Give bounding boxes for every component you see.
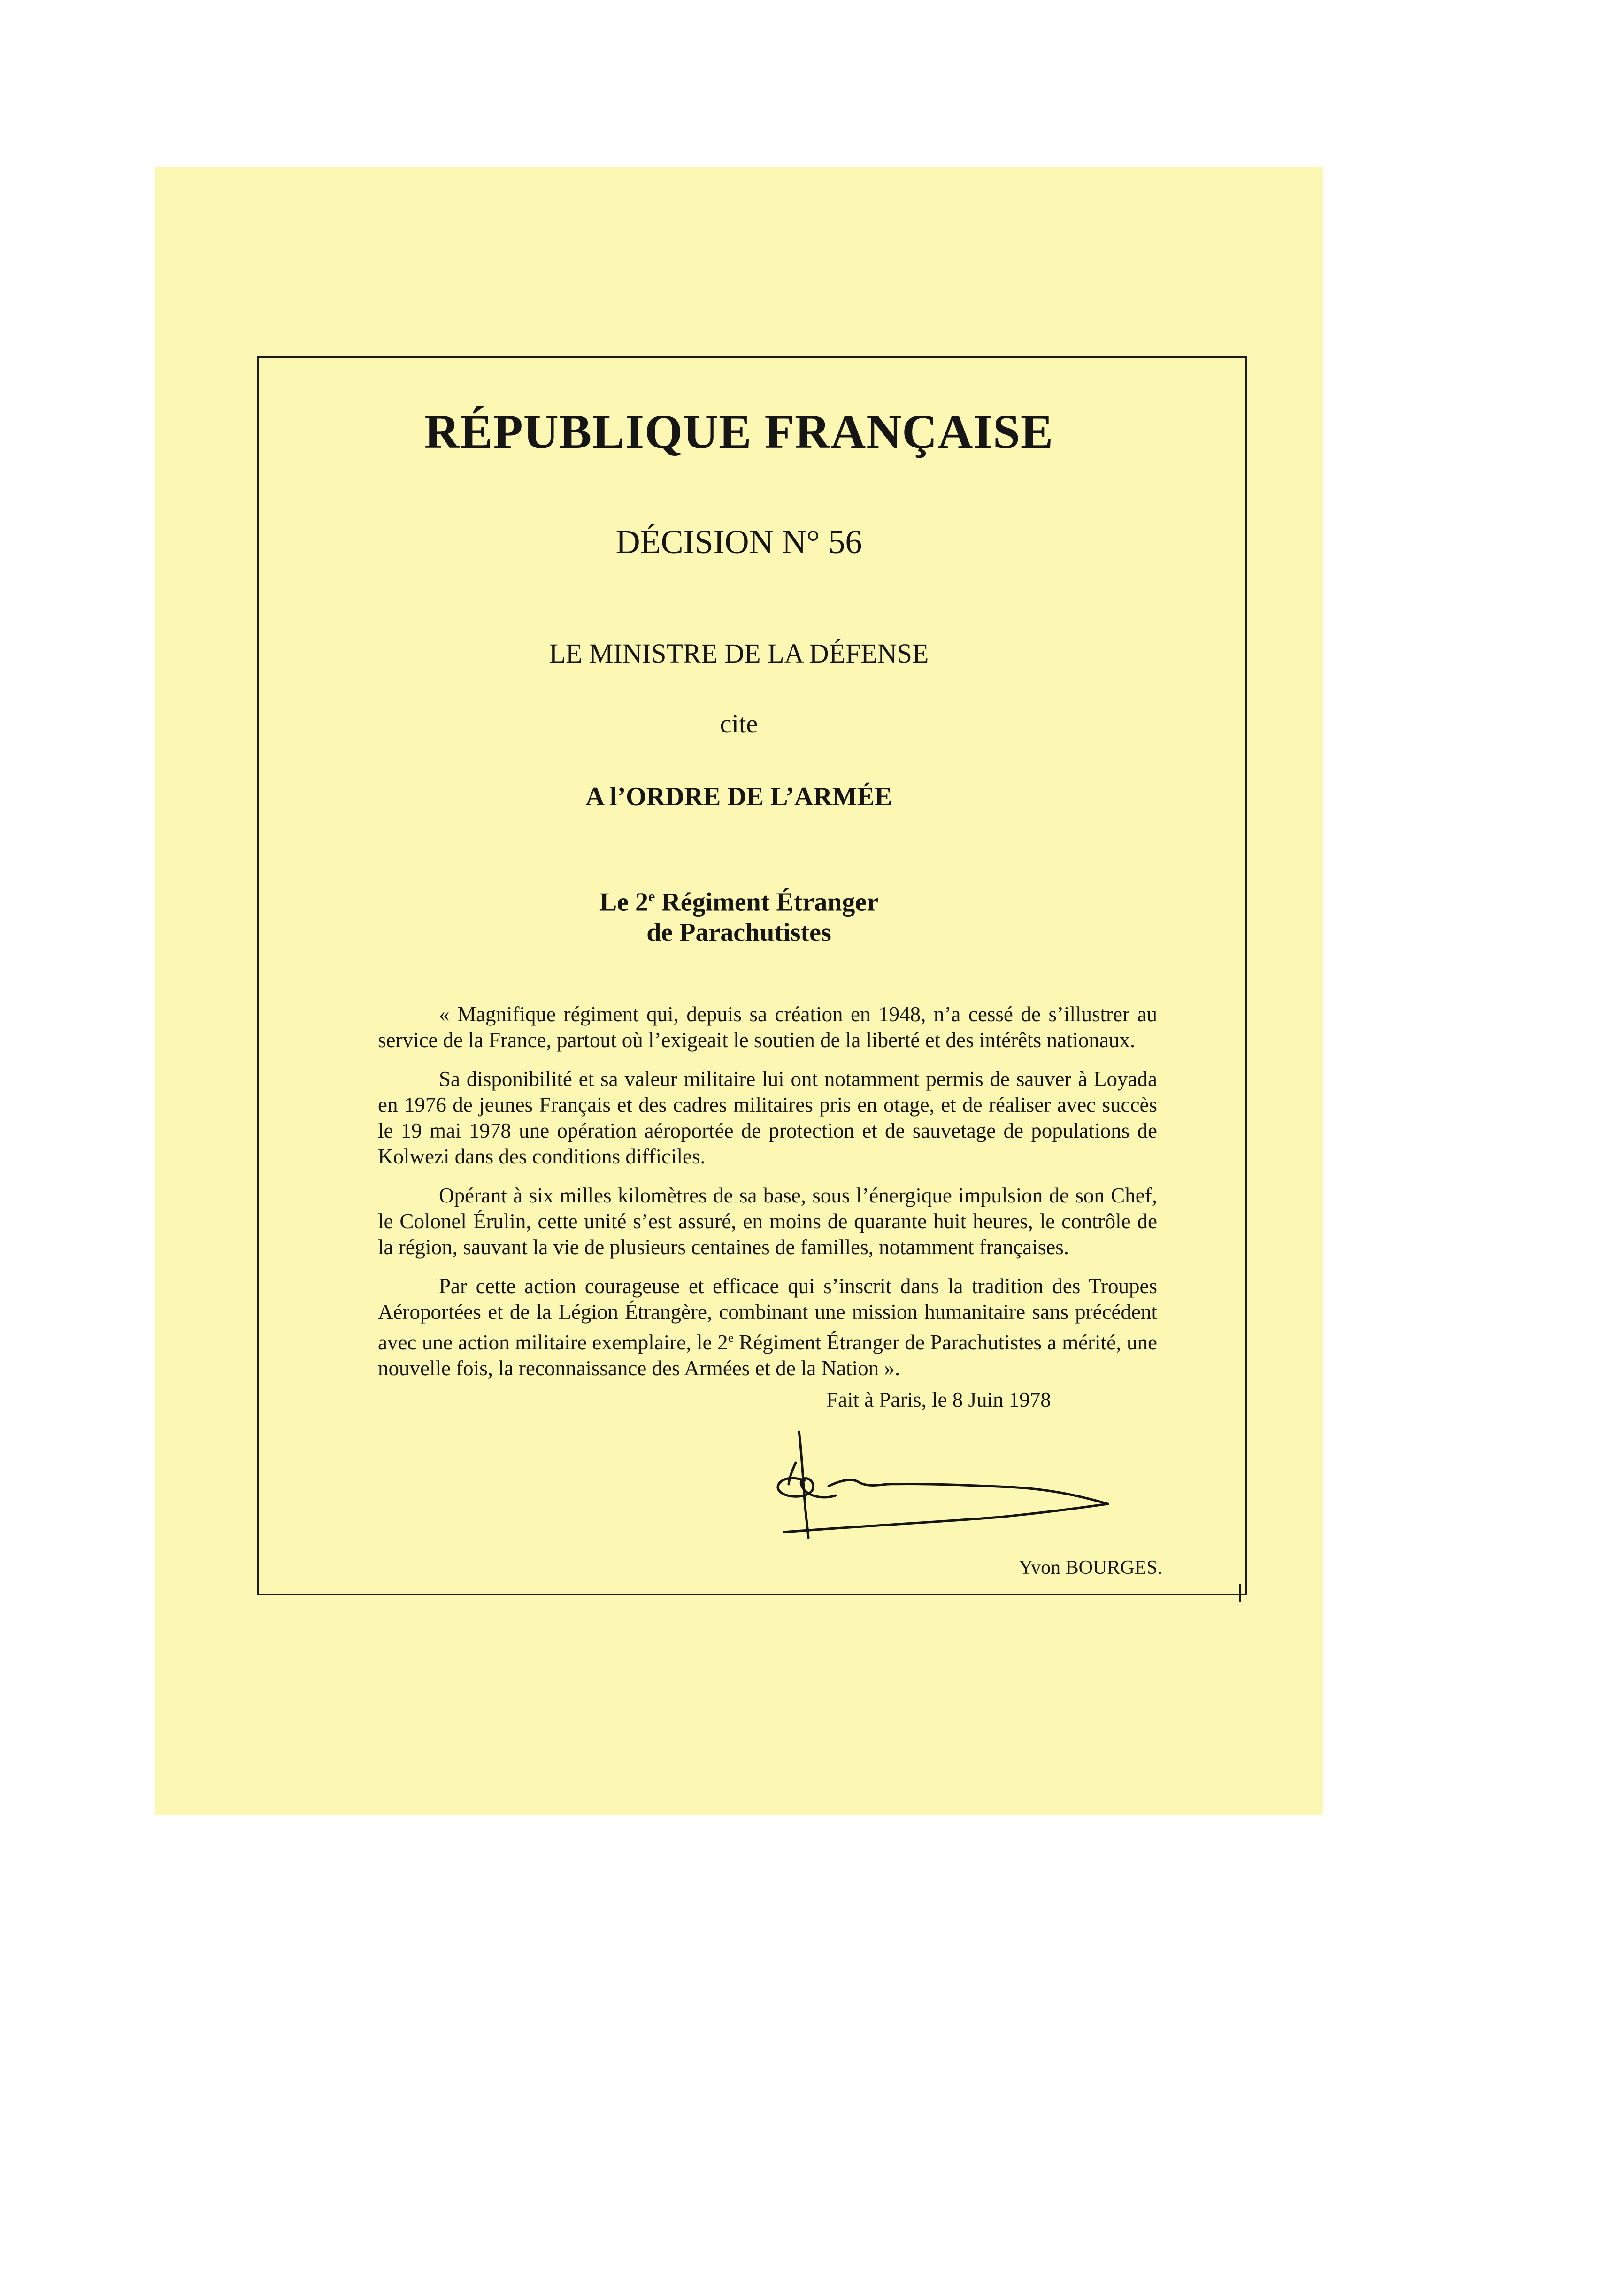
document-heading: RÉPUBLIQUE FRANÇAISE — [424, 405, 1054, 459]
decision-number: DÉCISION N° 56 — [615, 523, 862, 561]
unit-name — [155, 881, 1323, 948]
issuer-title: LE MINISTRE DE LA DÉFENSE — [549, 638, 929, 669]
citation-verb: cite — [720, 709, 758, 739]
unit-name-line2: de Parachutistes — [646, 917, 831, 947]
citation-paragraph-3: Opérant à six milles kilomètres de sa base, sous l’énergique impulsion de son Chef, le Colonel Érulin, cette unité s’est assuré, en moins de quarante huit heures, le contrôle de la région, sauvant la vie de plusieurs centaines de familles, notamment françaises. — [378, 1184, 1157, 1259]
paragraph-4-start: Par cette action courageuse et efficace qui s’inscrit dans la tradition des Troupes Aéroportées et de la Légion Étrangère, combinant une mission humanitaire sans précédent avec une action militaire exemplaire, le 2 — [378, 1274, 1157, 1354]
unit-name-line1-suffix: Régiment Étranger — [655, 887, 879, 917]
citation-paragraph-2: Sa disponibilité et sa valeur militaire lui ont notamment permis de sauver à Loyada en 1976 de jeunes Français et des cadres militaires pris en otage, et de réaliser avec succès le 19 mai 1978 une opération aéroportée de protection et de sauvetage de populations de Kolwezi dans des conditions difficiles. — [378, 1067, 1157, 1168]
signatory-name: Yvon BOURGES. — [1019, 1557, 1163, 1579]
document-sheet — [155, 167, 1323, 1815]
unit-name-ordinal: e — [648, 888, 655, 905]
paragraph-4-ordinal: e — [728, 1331, 734, 1345]
citation-text — [378, 1002, 1157, 1395]
place-and-date: Fait à Paris, le 8 Juin 1978 — [826, 1388, 1051, 1411]
unit-name-line1-prefix: Le 2 — [599, 887, 649, 917]
handwritten-signature — [746, 1425, 1169, 1547]
border-corner-mark — [1239, 1584, 1241, 1602]
citation-paragraph-1: « Magnifique régiment qui, depuis sa création en 1948, n’a cessé de s’illustrer au service de la France, partout où l’exigeait le soutien de la liberté et des intérêts nationaux. — [378, 1002, 1157, 1052]
citation-paragraph-4 — [378, 1273, 1157, 1381]
paragraph-4-end: Régiment Étranger de Parachutistes a mérité, une nouvelle fois, la reconnaissance des Armées et de la Nation ». — [378, 1331, 1158, 1380]
order-line: A l’ORDRE DE L’ARMÉE — [585, 782, 892, 811]
